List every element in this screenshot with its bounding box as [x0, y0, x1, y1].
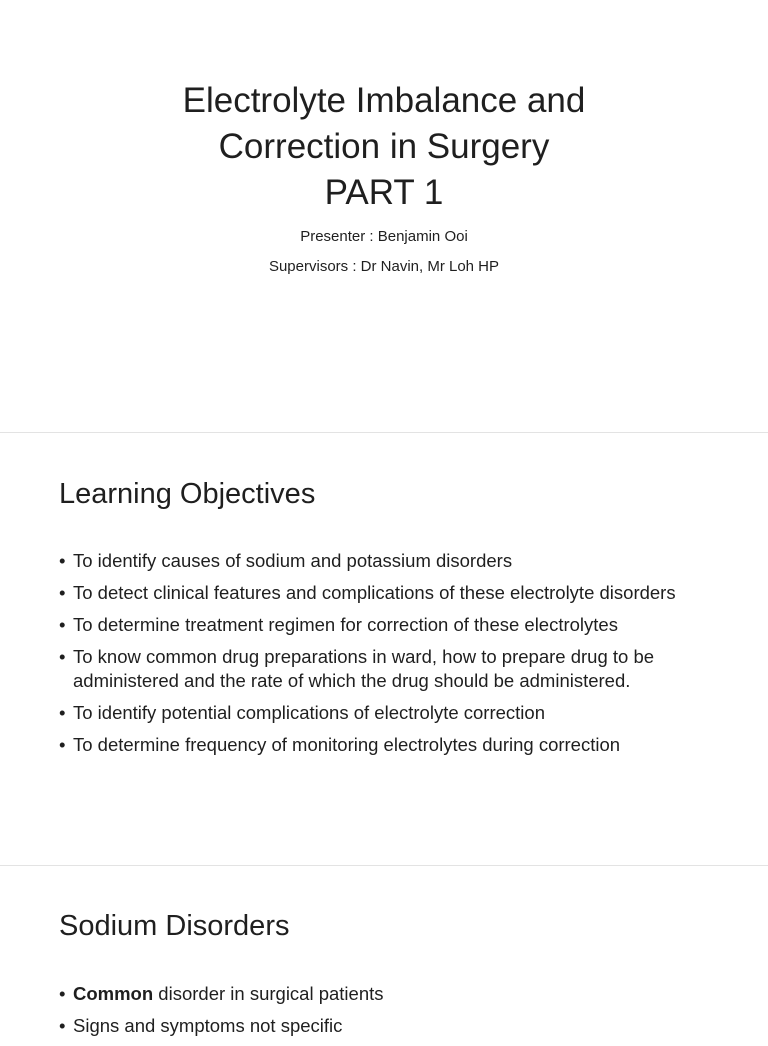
list-item [59, 982, 719, 1006]
bullet-text: To detect clinical features and complications of these electrolyte disorders [73, 582, 676, 603]
list-item [59, 613, 719, 637]
bullet-text: To identify potential complications of electrolyte correction [73, 702, 545, 723]
list-item [59, 701, 719, 725]
sodium-list [59, 982, 719, 1046]
presentation-title [0, 78, 768, 216]
bullet-text: To identify causes of sodium and potassium disorders [73, 550, 513, 571]
learning-objectives-slide [0, 433, 768, 865]
bullet-icon: • [59, 983, 66, 1004]
objectives-list [59, 549, 719, 765]
presenter-text: Presenter : Benjamin Ooi [300, 228, 468, 245]
list-item [59, 733, 719, 757]
list-item [59, 581, 719, 605]
bullet-icon: • [59, 734, 66, 755]
bullet-text: To know common drug preparations in ward, how to prepare drug to be administered and the rate of which the drug should be administered. [73, 646, 655, 691]
bullet-icon: • [59, 702, 66, 723]
bullet-icon: • [59, 614, 66, 635]
title-line: PART 1 [324, 173, 444, 212]
bullet-text: To determine frequency of monitoring electrolytes during correction [73, 734, 621, 755]
bullet-icon: • [59, 550, 66, 571]
list-item [59, 645, 719, 693]
sodium-disorders-slide [0, 866, 768, 1036]
list-item [59, 549, 719, 573]
slide-heading: Learning Objectives [59, 478, 316, 510]
bullet-bold-text: Common [73, 983, 154, 1004]
list-item [59, 1014, 719, 1038]
title-slide [0, 0, 768, 432]
bullet-icon: • [59, 582, 66, 603]
supervisors-text: Supervisors : Dr Navin, Mr Loh HP [268, 258, 500, 275]
title-line: Correction in Surgery [218, 127, 550, 166]
bullet-text: disorder in surgical patients [153, 983, 384, 1004]
slide-heading: Sodium Disorders [59, 910, 290, 942]
bullet-text: To determine treatment regimen for correction of these electrolytes [73, 614, 618, 635]
title-line: Electrolyte Imbalance and [182, 81, 586, 120]
bullet-icon: • [59, 646, 66, 667]
bullet-icon: • [59, 1015, 66, 1036]
bullet-text: Signs and symptoms not specific [73, 1015, 343, 1036]
